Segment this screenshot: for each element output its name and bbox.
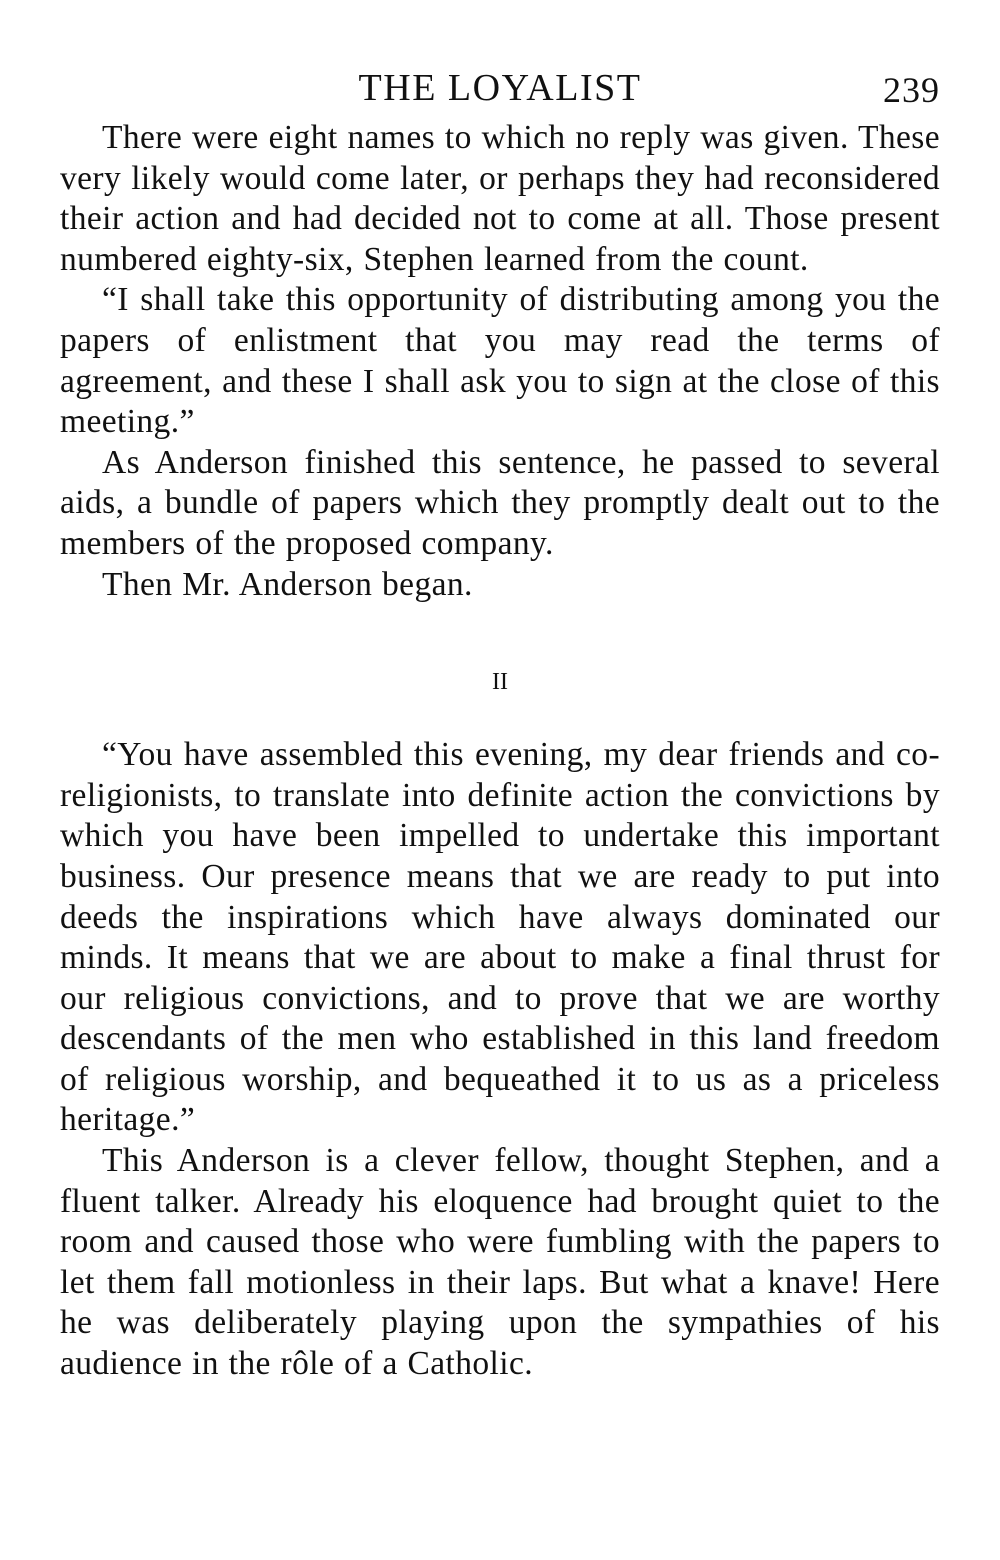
paragraph: This Anderson is a clever fellow, thought Stephen, and a fluent talker. Already his eloquence had brought quiet to the room and caused those who were fumbling with the papers to let them fall motionless in their laps. But what a knave! Here he was deliberately playing upon the sympathies of his audience in the rôle of a Catholic.: [60, 1142, 940, 1383]
body-text-bottom: [60, 735, 940, 1385]
section-number: II: [492, 669, 508, 696]
page-number: 239: [883, 70, 940, 110]
paragraph: “You have assembled this evening, my dear friends and co-religionists, to translate into definite action the convictions by which you have been impelled to undertake this important business. Our presence means that we are ready to put into deeds the inspirations which have always dominated our minds. It means that we are about to make a final thrust for our religious convictions, and to prove that we are worthy descendants of the men who established in this land freedom of religious worship, and bequeathed it to us as a priceless heritage.”: [60, 736, 940, 1139]
body-text-top: [60, 118, 940, 605]
paragraph: “I shall take this opportunity of distributing among you the papers of enlistment that you may read the terms of agreement, and these I shall ask you to sign at the close of this meeting.”: [60, 281, 940, 441]
paragraph: As Anderson finished this sentence, he passed to several aids, a bundle of papers which they promptly dealt out to the members of the proposed company.: [60, 443, 940, 562]
running-title: THE LOYALIST: [358, 67, 642, 109]
paragraph: Then Mr. Anderson began.: [102, 565, 473, 603]
book-page: [60, 62, 940, 1385]
paragraph: There were eight names to which no reply was given. These very likely would come later, or perhaps they had reconsidered their action and had decided not to come at all. Those present numbered eighty-six, Stephen learned from the count.: [60, 119, 940, 278]
running-head: [60, 62, 940, 118]
